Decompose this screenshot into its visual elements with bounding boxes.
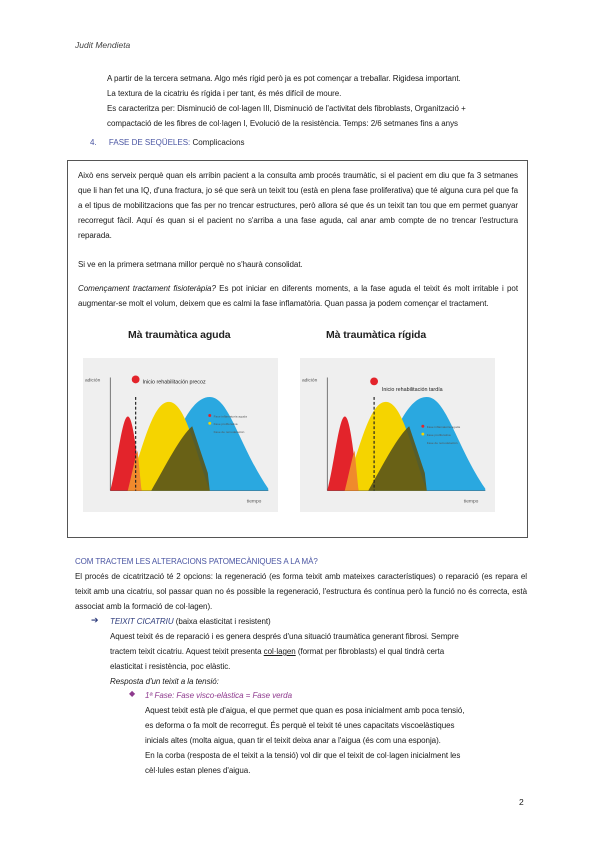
figure-1-title: Mà traumàtica aguda xyxy=(128,329,231,341)
figure-2-title: Mà traumàtica rígida xyxy=(326,329,427,341)
figure-1-x-label: tiempo xyxy=(246,499,262,505)
figure-2-legend-1: Fase inflamatoria aguda xyxy=(426,425,461,430)
box-paragraph-3 xyxy=(78,281,518,311)
figure-2-marker-label: Inicio rehabilitación tardía xyxy=(381,387,443,394)
teixit-line-2 xyxy=(110,644,444,659)
phase-4-title: FASE DE SEQÜELES: xyxy=(108,138,191,147)
phase-4-number: 4. xyxy=(90,138,97,147)
teixit-title-rest: (baixa elasticitat i resistent) xyxy=(173,617,271,626)
teixit-line-3: elasticitat i resistència, poc elàstic. xyxy=(110,662,231,671)
intro-line-2: La textura de la cicatriu és rígida i per tant, és més difícil de moure. xyxy=(107,89,342,98)
box-paragraph-2: Si ve en la primera setmana millor perquè no s'haurà consolidat. xyxy=(78,260,303,269)
figure-2-legend-dot-blue xyxy=(421,440,424,443)
teixit-heading xyxy=(110,614,271,629)
highlight-box xyxy=(67,160,528,538)
phase-4-subtitle: Complicacions xyxy=(192,138,245,147)
teixit-line-2-a: tractem teixit cicatriu. Aquest teixit presenta xyxy=(110,647,264,656)
teixit-collagen: col·lagen xyxy=(263,647,296,656)
box-answer: Es pot iniciar en diferents moments, a la fase aguda el teixit és molt irritable i pot augmentar-se molt el volum, deixem que es calmi la fase inflamatòria. Quan passa ja podem començar el tractament. xyxy=(78,284,518,308)
figure-2-legend-dot-red xyxy=(421,425,424,428)
figure-1-legend-1: Fase inflamatoria aguda xyxy=(213,414,248,419)
teixit-title: TEIXIT CICATRIU xyxy=(110,617,174,626)
figure-1-chart xyxy=(83,356,278,514)
figure-1-marker-pin xyxy=(132,376,140,384)
intro-line-3: Es caracteritza per: Disminució de col·lagen III, Disminució de l'activitat dels fibroblasts, Organització + xyxy=(107,104,466,113)
figure-2-chart xyxy=(300,356,495,514)
intro-line-4: compactació de les fibres de col·lagen I, Evolució de la resistència. Temps: 2/6 setmanes fins a anys xyxy=(107,119,458,128)
figure-1-legend-dot-red xyxy=(208,414,211,417)
figure-1-legend-dot-blue xyxy=(208,430,211,433)
fase1-line-2: es deforma o fa molt de recorregut. És perquè el teixit té unes capacitats viscoelàstiques xyxy=(145,721,455,730)
fase1-line-3: inicials altes (molta aigua, quan tir el teixit deixa anar a l'aigua (és com una esponja). xyxy=(145,736,441,745)
figure-1-legend-dot-yellow xyxy=(208,422,211,425)
fase1-line-1: Aquest teixit està ple d'aigua, el que permet que quan es posa inicialment amb poca tensió, xyxy=(145,706,465,715)
figure-2-legend-3: Fase de remodelación xyxy=(426,440,458,445)
section-heading: COM TRACTEM LES ALTERACIONS PATOMECÀNIQUES A LA MÀ? xyxy=(75,557,318,566)
fase1-title: 1ª Fase: Fase visco-elàstica = Fase verda xyxy=(145,691,292,700)
figure-1-marker-label: Inicio rehabilitación precoz xyxy=(142,379,206,386)
figure-1-y-label: adición xyxy=(84,378,101,384)
fase1-line-5: cèl·lules estan plenes d'aigua. xyxy=(145,766,251,775)
figure-2-x-label: tiempo xyxy=(463,499,479,505)
teixit-line-4: Resposta d'un teixit a la tensió: xyxy=(110,677,219,686)
diamond-bullet-icon: ◆ xyxy=(129,689,136,698)
phase-4-heading xyxy=(90,138,245,147)
figure-2-legend-dot-yellow xyxy=(421,433,424,436)
figure-2-marker-pin xyxy=(370,377,378,385)
section-paragraph: El procés de cicatrització té 2 opcions: la regeneració (es forma teixit amb mateixes característiques) o reparació (es repara el teixit amb una cicatriu, sol passar quan no és possible la regeneració, l'estructura és contínua però la funció no és correcta, està associat amb la formació de col·lagen). xyxy=(75,572,527,611)
figure-1-legend-3: Fase de remodelación xyxy=(213,430,245,435)
arrow-bullet-icon: ➔ xyxy=(91,615,99,625)
teixit-line-2-b: (format per fibroblasts) el qual tindrà certa xyxy=(295,647,445,656)
box-paragraph-1: Això ens serveix perquè quan els arribin pacient a la consulta amb procés traumàtic, si el pacient em diu que fa 3 setmanes que li han fet una IQ, d'una fractura, jo sé que serà un teixit tou (està en plena fase proliferativa) que té alguna cura pel que fa a el tipus de mobilitzacions que fas per no trencar estructures, però allora sé que és un teixit tan tou que em permet guanyar recorregut fàcil. Aquí és quan si el pacient no s'arriba a una fase aguda, cal anar amb compte de no trencar l'estructura reparada. xyxy=(78,171,518,240)
teixit-line-1: Aquest teixit és de reparació i es genera després d'una situació traumàtica generant fibrosi. Sempre xyxy=(110,632,459,641)
author-name: Judit Mendieta xyxy=(75,40,131,50)
box-question: Començament tractament fisioteràpia? xyxy=(78,284,216,293)
figure-1-legend-2: Fase proliferativa xyxy=(213,422,238,427)
figure-2-legend-2: Fase proliferativa xyxy=(426,432,451,437)
fase1-line-4: En la corba (resposta de el teixit a la tensió) vol dir que el teixit de col·lagen inicialment les xyxy=(145,751,461,760)
figure-2-y-label: adición xyxy=(301,378,318,384)
page-number: 2 xyxy=(519,797,524,807)
intro-line-1: A partir de la tercera setmana. Algo més rígid però ja es pot començar a treballar. Rigidesa important. xyxy=(107,74,461,83)
